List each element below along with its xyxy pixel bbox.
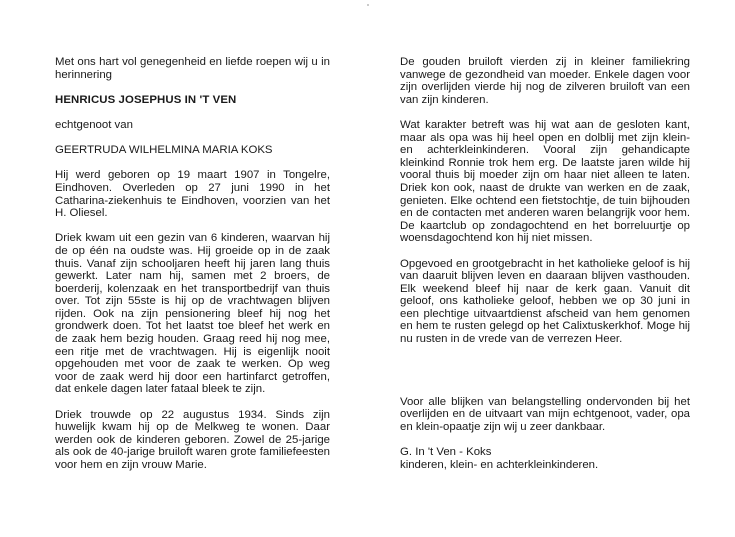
scan-speck xyxy=(367,4,369,6)
faith-paragraph: Opgevoed en grootgebracht in het katholieke geloof is hij van daaruit blijven leven en daaraan blijven vasthouden. Elk weekend bleef hij naar de kerk gaan. Vanuit dit geloof, ons katholieke geloof, hebben we op 30 juni in een plechtige uitvaartdienst afscheid van hem genomen en hem te rusten gelegd op het Calixtuskerkhof. Moge hij nu rusten in de vrede van de verrezen Heer. xyxy=(400,257,690,346)
right-column xyxy=(400,56,690,471)
golden-wedding-paragraph: De gouden bruiloft vierden zij in kleiner familiekring vanwege de gezondheid van moeder. Enkele dagen voor zijn overlijden vierde hij nog de zilveren bruiloft van een van zijn kinderen. xyxy=(400,56,690,106)
spouse-name: GEERTRUDA WILHELMINA MARIA KOKS xyxy=(55,144,273,157)
signature-name: G. In 't Ven - Koks xyxy=(400,446,492,459)
family-work-paragraph: Driek kwam uit een gezin van 6 kinderen, waarvan hij de op één na oudste was. Hij groeide op in de zaak thuis. Vanaf zijn schooljaren heeft hij jaren lang thuis gewerkt. Later nam hij, samen met 2 broers, de boerderij, kolenzaak en het transportbedrijf van thuis over. Tot zijn 55ste is hij op de vrachtwagen blijven rijden. Ook na zijn pensionering bleef hij nog het grondwerk doen. Tot het laatst toe bleef het werk en de zaak hem bezig houden. Graag reed hij nog mee, een ritje met de vrachtwagen. Hij is eigenlijk nooit opgehouden met voor de zaak te werken. Op weg voor de zaak werd hij door een hartinfarct getroffen, dat enkele dagen later fataal bleek te zijn. xyxy=(55,232,330,396)
thanks-paragraph: Voor alle blijken van belangstelling ondervonden bij het overlijden en de uitvaart van mijn echtgenoot, vader, opa en klein-opaatje zijn wij u zeer dankbaar. xyxy=(400,395,690,433)
spouse-label: echtgenoot van xyxy=(55,118,133,131)
birth-death-paragraph: Hij werd geboren op 19 maart 1907 in Tongelre, Eindhoven. Overleden op 27 juni 1990 in het Catharina-ziekenhuis te Eindhoven, voorzien van het H. Oliesel. xyxy=(55,169,330,220)
marriage-paragraph: Driek trouwde op 22 augustus 1934. Sinds zijn huwelijk kwam hij op de Melkweg te wonen. Daar werden ook de kinderen geboren. Zowel de 25-jarige als ook de 40-jarige bruiloft waren grote familiefeesten voor hem en zijn vrouw Marie. xyxy=(55,408,330,471)
signature-family: kinderen, klein- en achterkleinkinderen. xyxy=(400,458,599,471)
left-column xyxy=(55,56,330,472)
intro-text: Met ons hart vol genegenheid en liefde roepen wij u in herinnering xyxy=(55,56,330,81)
deceased-name: HENRICUS JOSEPHUS IN 'T VEN xyxy=(55,93,237,106)
character-paragraph: Wat karakter betreft was hij wat aan de gesloten kant, maar als opa was hij heel open en dolblij met zijn klein- en achterkleinkinderen. Vooral zijn gehandicapte kleinkind Ronnie trok hem erg. De laatste jaren wilde hij vooral thuis bij moeder zijn om haar niet alleen te laten. Driek kon ook, naast de drukte van werken en de zaak, genieten. Elke ochtend een fietstochtje, de tuin bijhouden en de contacten met anderen waren belangrijk voor hem. De kaartclub op zondagochtend en het borreluurtje op woensdagochtend kon hij niet missen. xyxy=(400,118,690,245)
